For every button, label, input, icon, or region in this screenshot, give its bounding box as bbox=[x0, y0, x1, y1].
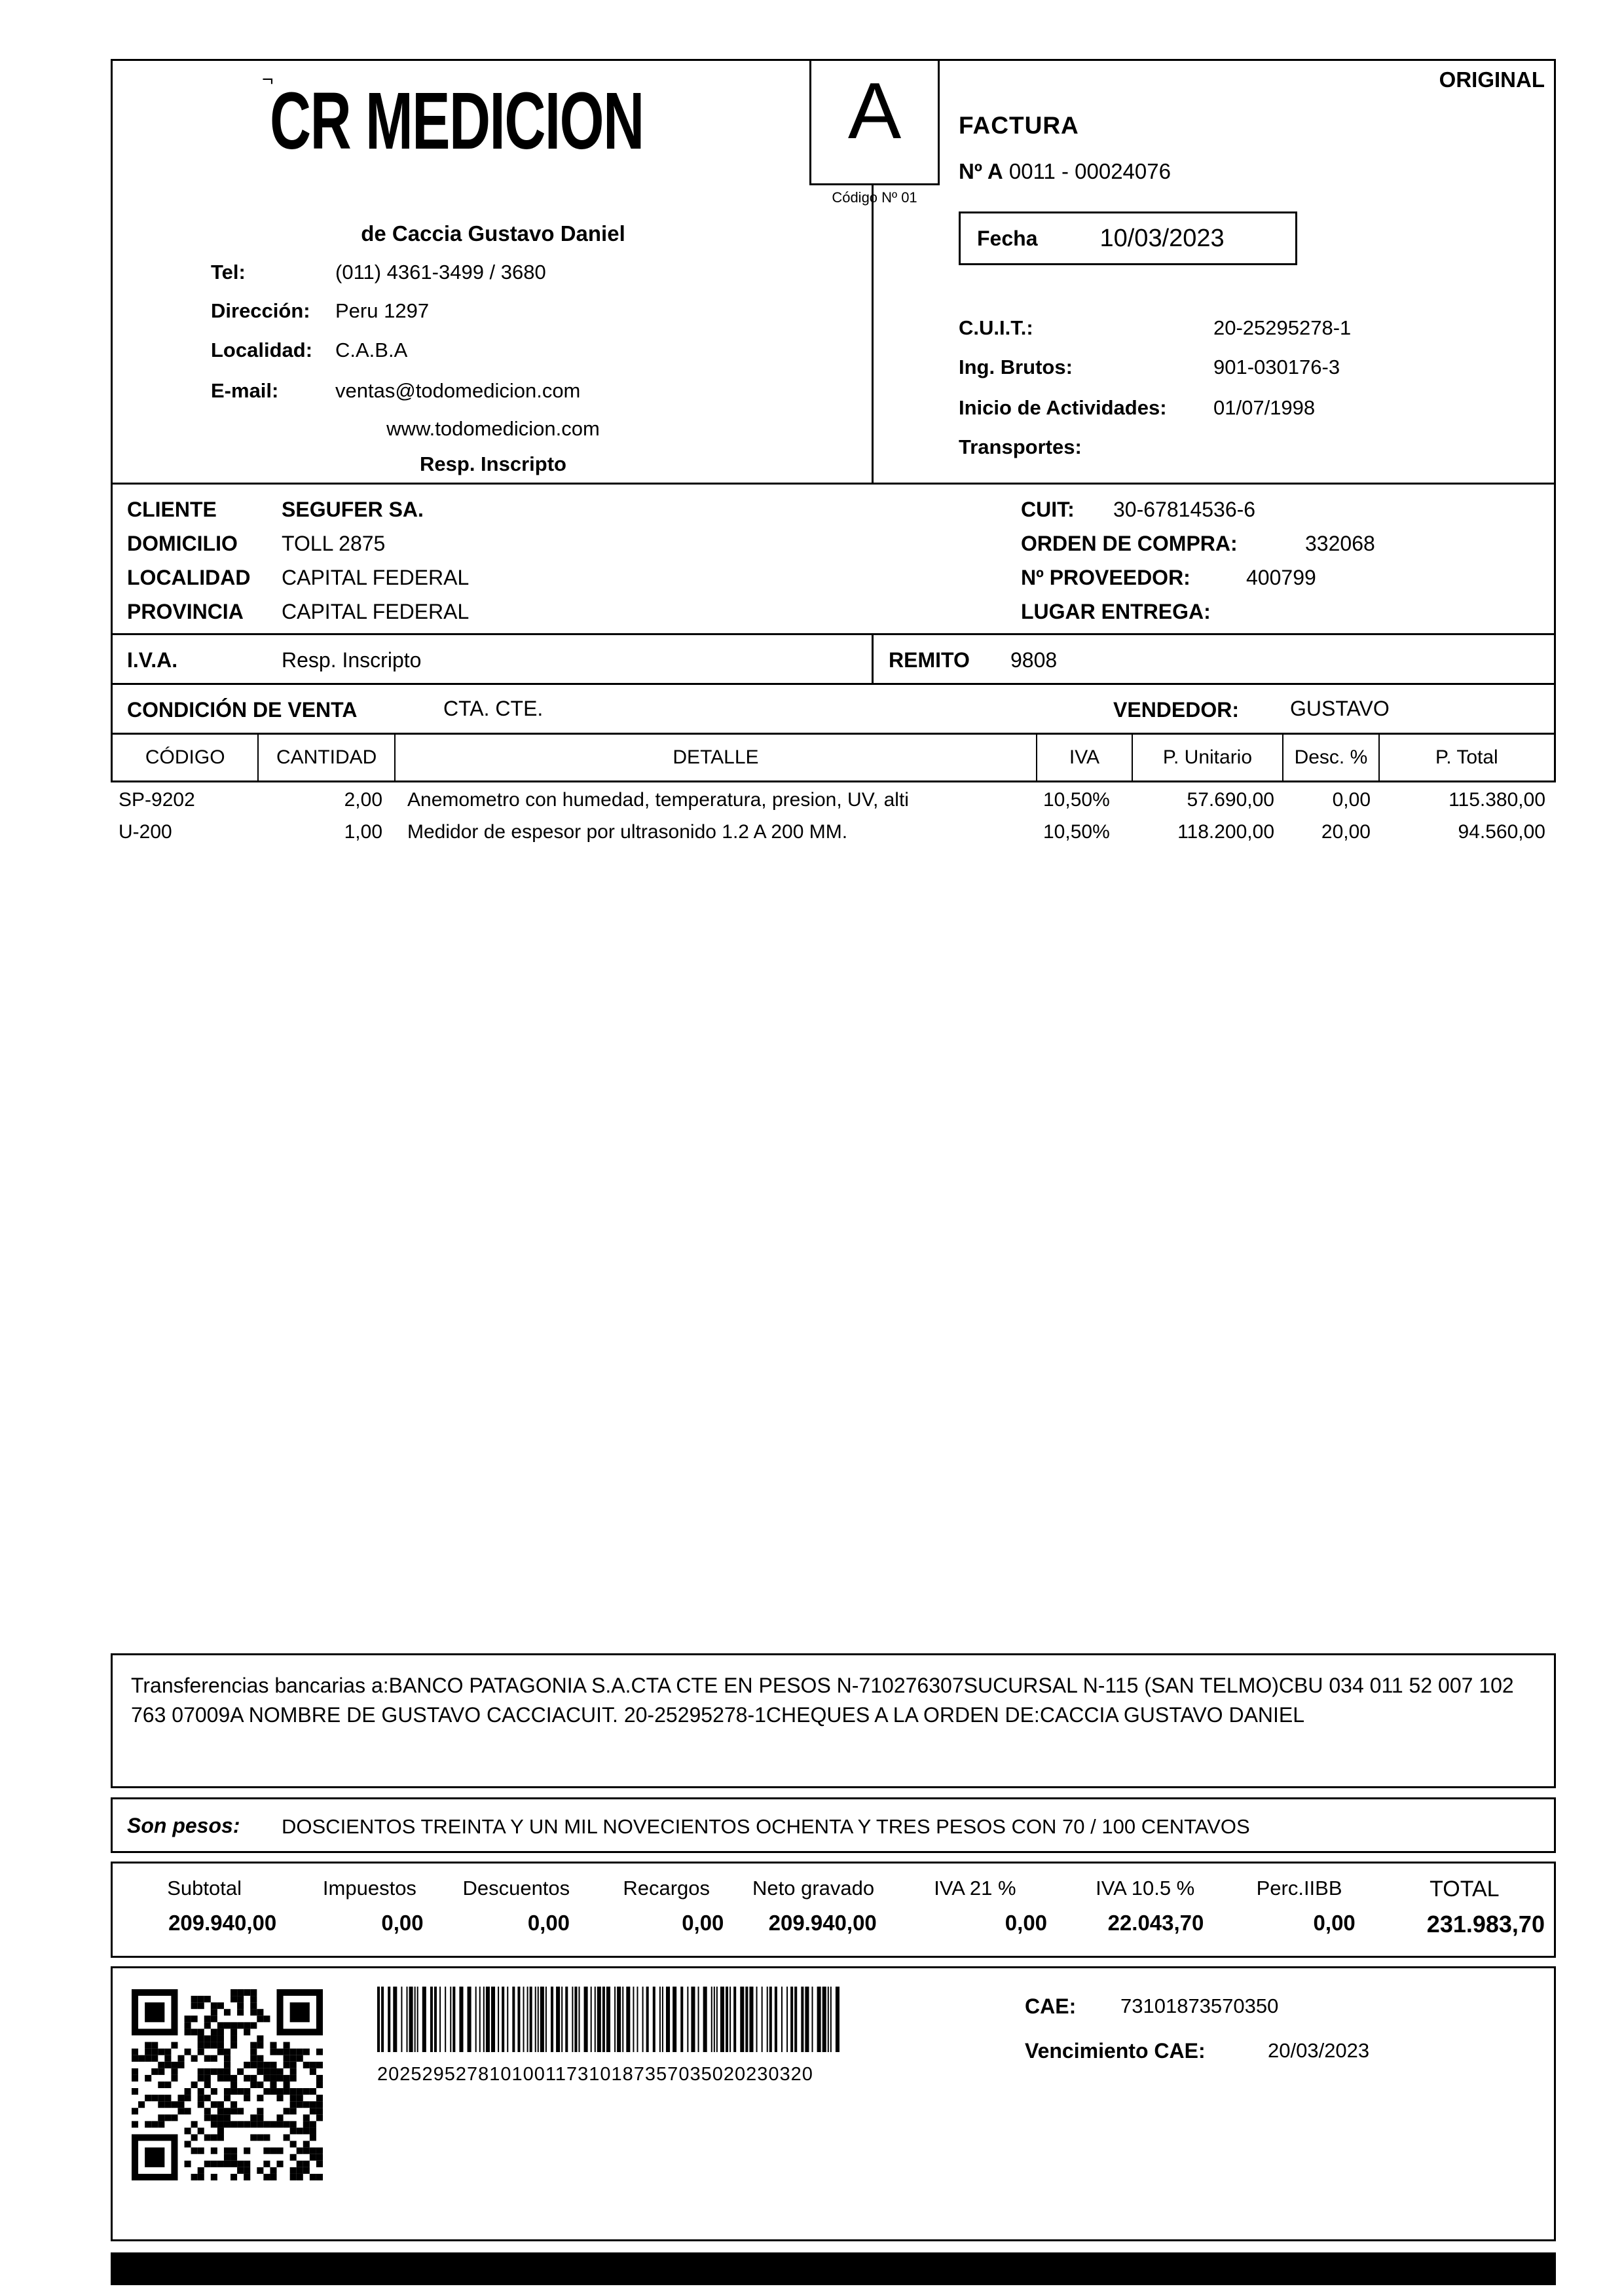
item-desc: 0,00 bbox=[1332, 789, 1371, 811]
orden-compra-label: ORDEN DE COMPRA: bbox=[1021, 532, 1238, 555]
cuit-label: C.U.I.T.: bbox=[959, 316, 1033, 339]
total-value: 22.043,70 bbox=[1107, 1911, 1204, 1935]
total-value: 209.940,00 bbox=[768, 1911, 877, 1935]
client-localidad-value: CAPITAL FEDERAL bbox=[282, 566, 470, 589]
total-value: 0,00 bbox=[1005, 1911, 1048, 1935]
total-label: Subtotal bbox=[167, 1877, 242, 1900]
logo-mark: ¬ bbox=[262, 69, 274, 90]
provincia-value: CAPITAL FEDERAL bbox=[282, 600, 470, 623]
client-localidad-label: LOCALIDAD bbox=[127, 566, 251, 589]
total-label-grand: TOTAL bbox=[1430, 1877, 1500, 1901]
proveedor-value: 400799 bbox=[1246, 566, 1316, 589]
cae-value: 73101873570350 bbox=[1120, 1994, 1279, 2017]
ing-brutos-label: Ing. Brutos: bbox=[959, 356, 1073, 378]
total-label: IVA 21 % bbox=[934, 1877, 1016, 1900]
item-cantidad: 1,00 bbox=[344, 821, 382, 843]
header-box bbox=[111, 59, 1556, 485]
invoice-number bbox=[959, 159, 1171, 184]
cliente-label: CLIENTE bbox=[127, 498, 217, 521]
col-header-cantidad: CANTIDAD bbox=[259, 735, 395, 780]
tel-label: Tel: bbox=[211, 261, 246, 284]
item-detalle: Anemometro con humedad, temperatura, presion, UV, alti bbox=[407, 789, 909, 811]
website: www.todomedicion.com bbox=[386, 417, 600, 440]
company-owner: de Caccia Gustavo Daniel bbox=[361, 221, 625, 246]
item-p-unitario: 118.200,00 bbox=[1177, 821, 1274, 843]
vendedor-label: VENDEDOR: bbox=[1113, 698, 1240, 722]
total-value-grand: 231.983,70 bbox=[1426, 1911, 1545, 1937]
item-iva: 10,50% bbox=[1043, 821, 1110, 843]
cae-label: CAE: bbox=[1025, 1994, 1077, 2018]
condicion-venta-value: CTA. CTE. bbox=[443, 697, 544, 720]
vencimiento-cae-value: 20/03/2023 bbox=[1268, 2039, 1370, 2062]
son-pesos-text: DOSCIENTOS TREINTA Y UN MIL NOVECIENTOS OCHENTA Y TRES PESOS CON 70 / 100 CENTAVOS bbox=[282, 1815, 1250, 1838]
items-header-row bbox=[111, 733, 1556, 782]
total-value: 0,00 bbox=[1313, 1911, 1356, 1935]
client-cuit-label: CUIT: bbox=[1021, 498, 1075, 521]
letter-box bbox=[809, 59, 940, 185]
codigo-label: Código Nº 01 bbox=[832, 189, 917, 206]
resp-inscripto: Resp. Inscripto bbox=[420, 452, 566, 475]
son-pesos-label: Son pesos: bbox=[127, 1814, 240, 1837]
item-p-unitario: 57.690,00 bbox=[1187, 789, 1274, 811]
bank-info-text: Transferencias bancarias a:BANCO PATAGONIA S.A.CTA CTE EN PESOS N-710276307SUCURSAL N-115 (SAN TELMO)CBU 034 011 52 007 102 763 07009A NOMBRE DE GUSTAVO CACCIACUIT. 20-25295278-1CHEQUES A LA ORDEN DE:CACCIA GUSTAVO DANIEL bbox=[131, 1674, 1514, 1727]
bank-info-box bbox=[111, 1653, 1556, 1788]
tel-value: (011) 4361-3499 / 3680 bbox=[335, 261, 546, 284]
barcode bbox=[377, 1987, 841, 2052]
total-value: 0,00 bbox=[527, 1911, 570, 1935]
vencimiento-cae-label: Vencimiento CAE: bbox=[1025, 2039, 1206, 2063]
domicilio-value: TOLL 2875 bbox=[282, 532, 386, 555]
item-detalle: Medidor de espesor por ultrasonido 1.2 A 200 MM. bbox=[407, 821, 848, 843]
direccion-label: Dirección: bbox=[211, 299, 310, 322]
item-p-total: 94.560,00 bbox=[1458, 821, 1545, 843]
col-header-p-unitario: P. Unitario bbox=[1133, 735, 1283, 780]
item-iva: 10,50% bbox=[1043, 789, 1110, 811]
item-row bbox=[111, 821, 1556, 853]
transportes-label: Transportes: bbox=[959, 435, 1082, 458]
orden-compra-value: 332068 bbox=[1305, 532, 1375, 555]
iva-value: Resp. Inscripto bbox=[282, 648, 422, 672]
provincia-label: PROVINCIA bbox=[127, 600, 244, 623]
col-header-p-total: P. Total bbox=[1435, 746, 1498, 768]
item-cantidad: 2,00 bbox=[344, 789, 382, 811]
invoice-letter: A bbox=[847, 66, 902, 155]
col-header-desc: Desc. % bbox=[1283, 735, 1380, 780]
item-row bbox=[111, 789, 1556, 820]
cuit-value: 20-25295278-1 bbox=[1213, 316, 1352, 339]
iva-remito-box bbox=[111, 633, 1556, 685]
fecha-value: 10/03/2023 bbox=[1099, 224, 1225, 252]
ing-brutos-value: 901-030176-3 bbox=[1213, 356, 1340, 378]
fecha-box bbox=[959, 211, 1297, 265]
client-cuit-value: 30-67814536-6 bbox=[1113, 498, 1256, 521]
total-label: Perc.IIBB bbox=[1256, 1877, 1342, 1900]
total-value: 0,00 bbox=[381, 1911, 424, 1935]
total-label: Recargos bbox=[623, 1877, 710, 1900]
total-label: Descuentos bbox=[462, 1877, 570, 1900]
remito-value: 9808 bbox=[1010, 648, 1058, 672]
total-value: 0,00 bbox=[682, 1911, 724, 1935]
bottom-bar bbox=[111, 2252, 1556, 2285]
email-value: ventas@todomedicion.com bbox=[335, 379, 581, 402]
item-codigo: U-200 bbox=[119, 821, 172, 843]
son-pesos-box bbox=[111, 1797, 1556, 1853]
totals-box bbox=[111, 1862, 1556, 1958]
col-header-codigo: CÓDIGO bbox=[113, 735, 259, 780]
invoice-number-value: 0011 - 00024076 bbox=[1008, 159, 1171, 183]
iva-remito-divider bbox=[872, 635, 874, 683]
inicio-label: Inicio de Actividades: bbox=[959, 396, 1167, 419]
proveedor-label: Nº PROVEEDOR: bbox=[1021, 566, 1190, 589]
fecha-label: Fecha bbox=[977, 226, 1038, 250]
remito-label: REMITO bbox=[889, 648, 970, 672]
totals-labels-row bbox=[113, 1877, 1554, 1902]
condicion-box bbox=[111, 683, 1556, 735]
lugar-entrega-label: LUGAR ENTREGA: bbox=[1021, 600, 1211, 623]
email-label: E-mail: bbox=[211, 379, 279, 402]
total-label: Neto gravado bbox=[752, 1877, 875, 1900]
total-label: IVA 10.5 % bbox=[1096, 1877, 1195, 1900]
total-label: Impuestos bbox=[322, 1877, 416, 1900]
client-box bbox=[111, 483, 1556, 635]
inicio-value: 01/07/1998 bbox=[1213, 396, 1316, 419]
invoice-number-label: Nº A bbox=[959, 159, 1003, 183]
col-header-detalle: DETALLE bbox=[396, 735, 1037, 780]
item-desc: 20,00 bbox=[1321, 821, 1371, 843]
copy-label: ORIGINAL bbox=[1439, 67, 1545, 92]
iva-label: I.V.A. bbox=[127, 648, 178, 672]
footer-box bbox=[111, 1966, 1556, 2241]
totals-values-row bbox=[113, 1911, 1554, 1938]
cliente-value: SEGUFER SA. bbox=[282, 498, 424, 521]
total-value: 209.940,00 bbox=[168, 1911, 277, 1935]
direccion-value: Peru 1297 bbox=[335, 299, 430, 322]
qr-code bbox=[132, 1989, 323, 2180]
doc-type: FACTURA bbox=[959, 112, 1079, 139]
condicion-venta-label: CONDICIÓN DE VENTA bbox=[127, 698, 358, 722]
col-header-iva: IVA bbox=[1037, 735, 1133, 780]
company-logo: CR MEDICION bbox=[270, 75, 644, 167]
domicilio-label: DOMICILIO bbox=[127, 532, 238, 555]
localidad-value: C.A.B.A bbox=[335, 339, 408, 361]
item-p-total: 115.380,00 bbox=[1449, 789, 1545, 811]
vendedor-value: GUSTAVO bbox=[1290, 697, 1390, 720]
localidad-label: Localidad: bbox=[211, 339, 313, 361]
barcode-number: 202529527810100117310187357035020230320 bbox=[377, 2064, 813, 2085]
item-codigo: SP-9202 bbox=[119, 789, 195, 811]
